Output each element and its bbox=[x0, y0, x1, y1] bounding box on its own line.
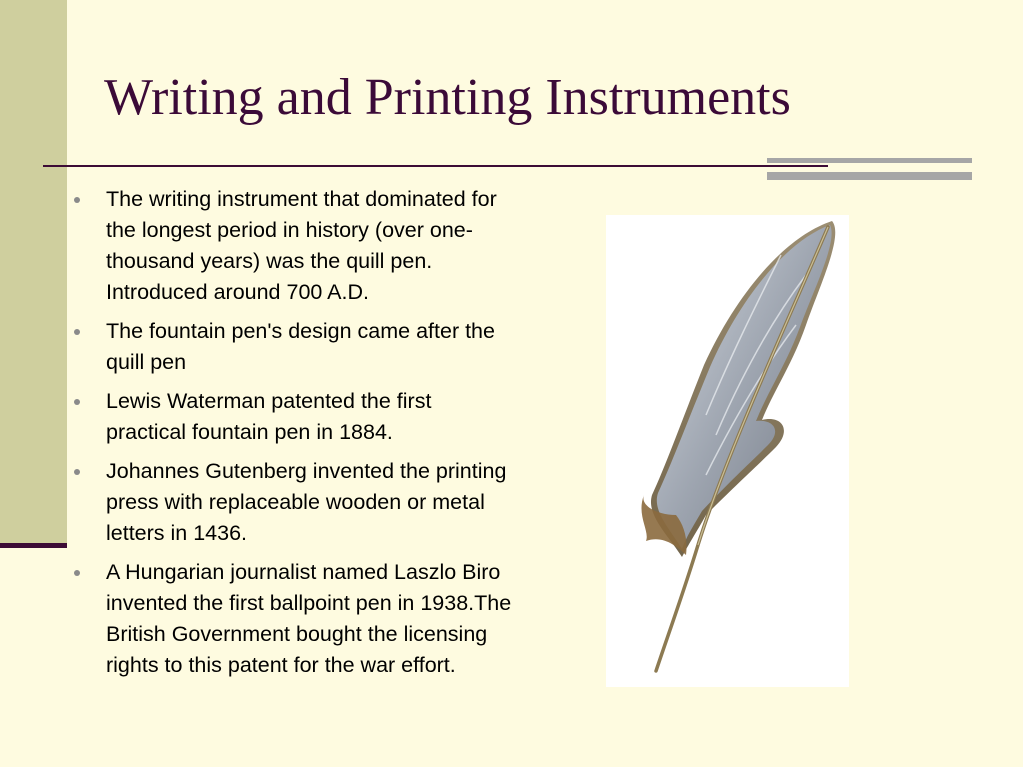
bullet-text: Lewis Waterman patented the first practical fountain pen in 1884. bbox=[106, 389, 432, 444]
bullet-dot-icon bbox=[74, 197, 80, 203]
bullet-item bbox=[72, 316, 512, 378]
slide-title: Writing and Printing Instruments bbox=[104, 69, 791, 126]
title-divider-accent bbox=[767, 158, 972, 180]
bullet-dot-icon bbox=[74, 570, 80, 576]
bullet-text: Johannes Gutenberg invented the printing press with replaceable wooden or metal letters in 1436. bbox=[106, 459, 507, 545]
bullet-item bbox=[72, 386, 512, 448]
bullet-item bbox=[72, 456, 512, 549]
quill-feather-icon bbox=[606, 215, 849, 687]
bullet-dot-icon bbox=[74, 469, 80, 475]
bullet-text: The writing instrument that dominated for the longest period in history (over one-thousand years) was the quill pen. Introduced around 700 A.D. bbox=[106, 187, 497, 304]
bullet-list bbox=[72, 184, 512, 689]
bullet-dot-icon bbox=[74, 399, 80, 405]
bullet-dot-icon bbox=[74, 329, 80, 335]
quill-image bbox=[606, 215, 849, 687]
side-accent-line bbox=[0, 543, 67, 548]
bullet-text: A Hungarian journalist named Laszlo Biro invented the first ballpoint pen in 1938.The British Government bought the licensing rights to this patent for the war effort. bbox=[106, 560, 512, 677]
bullet-item bbox=[72, 557, 512, 681]
bullet-item bbox=[72, 184, 512, 308]
side-decoration-bar bbox=[0, 0, 67, 544]
title-divider bbox=[43, 165, 828, 167]
bullet-text: The fountain pen's design came after the quill pen bbox=[106, 319, 495, 374]
